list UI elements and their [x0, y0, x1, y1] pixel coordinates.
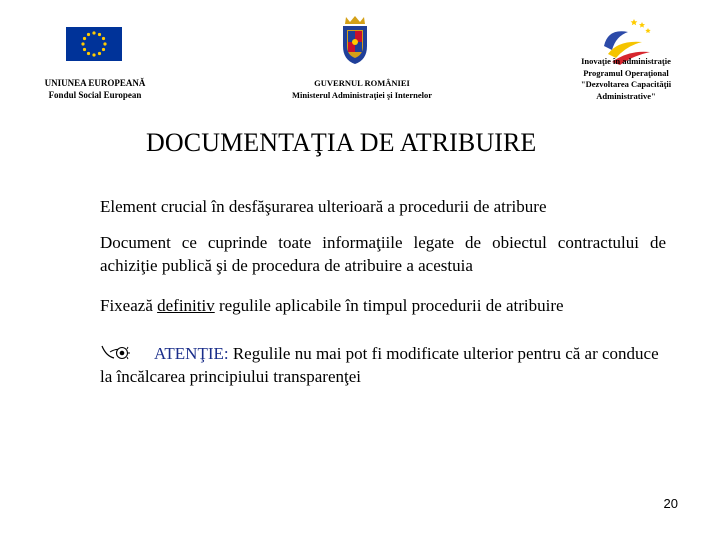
pointing-hand-icon	[100, 342, 130, 362]
paragraph-fixed-rules	[100, 294, 666, 317]
government-header-text	[262, 77, 462, 101]
warning-paragraph	[100, 342, 666, 388]
esf-name: Fondul Social European	[48, 90, 142, 100]
romania-coat-of-arms-icon	[340, 14, 370, 66]
paragraph-crucial-element: Element crucial în desfăşurarea ulterioară a procedurii de atribure	[100, 197, 547, 216]
program-header-text	[556, 56, 696, 102]
eu-header-text	[20, 77, 170, 101]
ministry-name: Ministerul Administraţiei şi Internelor	[291, 90, 432, 100]
fixed-rules-after: regulile aplicabile în timpul procedurii de atribuire	[214, 296, 564, 315]
warning-text: Regulile nu mai pot fi modificate ulterior pentru că ar conduce la încălcarea principiului transparenţei	[100, 344, 659, 386]
government-name: GUVERNUL ROMÂNIEI	[314, 78, 410, 88]
warning-label: ATENŢIE:	[154, 344, 229, 363]
program-line-3: "Dezvoltarea Capacităţii	[580, 79, 672, 89]
slide-title: DOCUMENTAŢIA DE ATRIBUIRE	[146, 128, 537, 157]
eu-flag-icon	[66, 27, 122, 61]
paragraph-document-contents: Document ce cuprinde toate informaţiile legate de obiectul contractului de achiziţie publică şi de procedura de atribuire a acestuia	[100, 233, 666, 275]
program-line-4: Administrative"	[596, 90, 656, 101]
eu-name: UNIUNEA EUROPEANĂ	[44, 78, 146, 88]
definitiv-underlined: definitiv	[157, 296, 215, 315]
program-line-2: Programul Operaţional	[583, 67, 669, 78]
program-tagline: Inovaţie în administraţie	[581, 56, 671, 66]
page-number: 20	[663, 496, 678, 511]
fixed-rules-before: Fixează	[100, 296, 158, 315]
